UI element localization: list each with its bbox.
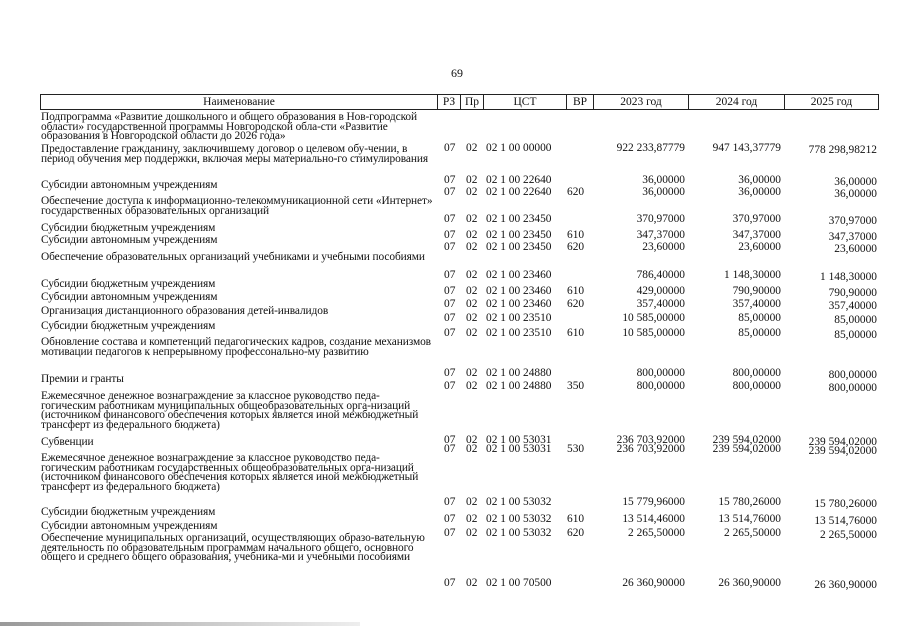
cell-y2023: 10 585,00000 [622,327,685,339]
row-name: Субсидии бюджетным учреждениям [41,222,216,234]
cell-y2025: 85,00000 [834,329,877,341]
cell-y2024: 2 265,50000 [724,527,781,539]
cell-pr: 02 [466,513,478,525]
cell-rz: 07 [444,312,456,324]
cell-y2024: 357,40000 [732,298,781,310]
cell-y2024: 26 360,90000 [718,577,781,589]
cell-y2024: 15 780,26000 [718,496,781,508]
cell-vr: 610 [567,327,585,339]
cell-y2025: 778 298,98212 [808,144,877,156]
cell-cst: 02 1 00 00000 [486,142,552,154]
row-name: Премии и гранты [41,373,124,385]
cell-y2025: 1 148,30000 [820,271,877,283]
cell-y2023: 922 233,87779 [616,142,685,154]
cell-cst: 02 1 00 53032 [486,527,552,539]
cell-pr: 02 [466,496,478,508]
cell-pr: 02 [466,142,478,154]
cell-y2024: 239 594,02000 [712,443,781,455]
cell-y2024: 85,00000 [738,327,781,339]
cell-y2023: 236 703,92000 [616,434,685,446]
cell-y2023: 10 585,00000 [622,312,685,324]
cell-y2025: 347,37000 [828,231,877,243]
cell-cst: 02 1 00 53032 [486,496,552,508]
cell-pr: 02 [466,367,478,379]
row-name: Субсидии автономным учреждениям [41,234,218,246]
row-name: Субсидии бюджетным учреждениям [41,320,216,332]
row-name: Субсидии автономным учреждениям [41,291,218,303]
row-name: Обеспечение доступа к информационно-телекоммуникационной сети «Интернет» государственных образовательных организаций [41,195,433,217]
cell-pr: 02 [466,527,478,539]
cell-vr: 530 [567,443,585,455]
cell-cst: 02 1 00 53032 [486,513,552,525]
cell-rz: 07 [444,513,456,525]
cell-y2023: 357,40000 [636,298,685,310]
cell-cst: 02 1 00 53031 [486,443,552,455]
cell-rz: 07 [444,577,456,589]
cell-cst: 02 1 00 23510 [486,327,552,339]
cell-pr: 02 [466,186,478,198]
cell-rz: 07 [444,241,456,253]
cell-y2025: 2 265,50000 [820,529,877,541]
cell-rz: 07 [444,142,456,154]
cell-y2023: 429,00000 [636,285,685,297]
cell-rz: 07 [444,285,456,297]
header-2025: 2025 год [784,94,879,110]
cell-pr: 02 [466,443,478,455]
cell-y2023: 13 514,46000 [622,513,685,525]
cell-cst: 02 1 00 24880 [486,367,552,379]
cell-y2025: 357,40000 [828,300,877,312]
cell-y2024: 947 143,37779 [712,142,781,154]
header-cst: ЦСТ [483,94,567,110]
cell-rz: 07 [444,213,456,225]
cell-cst: 02 1 00 23450 [486,229,552,241]
cell-pr: 02 [466,285,478,297]
cell-y2025: 13 514,76000 [814,515,877,527]
cell-y2023: 236 703,92000 [616,443,685,455]
cell-vr: 620 [567,186,585,198]
cell-y2025: 239 594,02000 [808,436,877,448]
cell-vr: 620 [567,527,585,539]
cell-vr: 350 [567,380,585,392]
row-name: Организация дистанционного образования детей-инвалидов [41,305,329,317]
cell-cst: 02 1 00 23450 [486,241,552,253]
cell-pr: 02 [466,312,478,324]
cell-y2024: 23,60000 [738,241,781,253]
row-name: Предоставление гражданину, заключившему договор о целевом обу-чении, в период обучения мер поддержки, включая меры материально-го стимулирования [41,143,428,165]
cell-pr: 02 [466,174,478,186]
cell-rz: 07 [444,174,456,186]
cell-y2025: 23,60000 [834,243,877,255]
cell-pr: 02 [466,380,478,392]
row-name: Субсидии автономным учреждениям [41,520,218,532]
cell-pr: 02 [466,229,478,241]
cell-y2025: 370,97000 [828,215,877,227]
header-rz: РЗ [437,94,461,110]
header-name: Наименование [40,94,438,110]
cell-cst: 02 1 00 23460 [486,298,552,310]
cell-vr: 610 [567,285,585,297]
cell-y2025: 36,00000 [834,176,877,188]
cell-rz: 07 [444,434,456,446]
cell-rz: 07 [444,443,456,455]
row-name: Субсидии бюджетным учреждениям [41,278,216,290]
cell-y2023: 800,00000 [636,380,685,392]
header-2023: 2023 год [593,94,689,110]
cell-y2023: 23,60000 [642,241,685,253]
row-name: Субсидии бюджетным учреждениям [41,506,216,518]
cell-y2023: 370,97000 [636,213,685,225]
cell-y2025: 26 360,90000 [814,579,877,591]
cell-y2023: 26 360,90000 [622,577,685,589]
cell-pr: 02 [466,577,478,589]
cell-y2024: 36,00000 [738,174,781,186]
cell-rz: 07 [444,186,456,198]
cell-y2023: 15 779,96000 [622,496,685,508]
cell-y2023: 800,00000 [636,367,685,379]
scan-edge [0,622,360,626]
cell-y2025: 790,90000 [828,287,877,299]
header-pr: Пр [460,94,484,110]
cell-y2024: 36,00000 [738,186,781,198]
page-number: 69 [451,66,463,80]
cell-y2025: 15 780,26000 [814,498,877,510]
cell-y2025: 36,00000 [834,188,877,200]
row-name: Обновление состава и компетенций педагогических кадров, создание механизмов мотивации педагогов к непрерывному профессонально-му развитию [41,336,431,358]
cell-rz: 07 [444,496,456,508]
cell-y2023: 786,40000 [636,269,685,281]
cell-cst: 02 1 00 23450 [486,213,552,225]
cell-y2025: 85,00000 [834,314,877,326]
cell-rz: 07 [444,298,456,310]
cell-cst: 02 1 00 23460 [486,285,552,297]
header-vr: ВР [566,94,594,110]
cell-pr: 02 [466,298,478,310]
cell-rz: 07 [444,327,456,339]
cell-y2024: 800,00000 [732,380,781,392]
cell-rz: 07 [444,367,456,379]
cell-pr: 02 [466,213,478,225]
cell-pr: 02 [466,241,478,253]
cell-y2023: 2 265,50000 [628,527,685,539]
cell-cst: 02 1 00 70500 [486,577,552,589]
cell-cst: 02 1 00 53031 [486,434,552,446]
cell-cst: 02 1 00 23460 [486,269,552,281]
row-name: Подпрограмма «Развитие дошкольного и общего образования в Нов-городской области» государственной программы Новгородской обла-сти «Развитие образования в Новгородской области до 2026 года» [41,111,418,143]
cell-y2023: 347,37000 [636,229,685,241]
cell-pr: 02 [466,269,478,281]
header-2024: 2024 год [688,94,785,110]
cell-y2024: 800,00000 [732,367,781,379]
cell-rz: 07 [444,229,456,241]
cell-rz: 07 [444,380,456,392]
cell-y2024: 85,00000 [738,312,781,324]
cell-cst: 02 1 00 22640 [486,174,552,186]
cell-y2025: 800,00000 [828,382,877,394]
cell-vr: 610 [567,513,585,525]
cell-y2024: 1 148,30000 [724,269,781,281]
cell-y2024: 790,90000 [732,285,781,297]
row-name: Субсидии автономным учреждениям [41,179,218,191]
cell-rz: 07 [444,527,456,539]
cell-cst: 02 1 00 23510 [486,312,552,324]
cell-vr: 620 [567,241,585,253]
cell-y2024: 347,37000 [732,229,781,241]
cell-y2024: 239 594,02000 [712,434,781,446]
cell-rz: 07 [444,269,456,281]
cell-y2024: 370,97000 [732,213,781,225]
cell-y2024: 13 514,76000 [718,513,781,525]
cell-vr: 610 [567,229,585,241]
cell-cst: 02 1 00 24880 [486,380,552,392]
row-name: Обеспечение образовательных организаций учебниками и учебными пособиями [41,251,425,263]
cell-pr: 02 [466,434,478,446]
cell-cst: 02 1 00 22640 [486,186,552,198]
row-name: Ежемесячное денежное вознаграждение за классное руководство педа-гогическим работникам муниципальных общеобразовательных орга-низаций (источником финансового обеспечения которых является иной межбюджетный трансферт из федерального бюджета) [41,390,419,431]
cell-y2025: 239 594,02000 [808,445,877,457]
cell-y2023: 36,00000 [642,174,685,186]
cell-vr: 620 [567,298,585,310]
row-name: Обеспечение муниципальных организаций, осуществляющих образо-вательную деятельность по образовательным программам начального общего, основного общего и среднего общего образования, учебника-ми и учебными пособиями [41,532,425,564]
row-name: Ежемесячное денежное вознаграждение за классное руководство педа-гогическим работникам государственных общеобразовательных орга-низаций (источником финансового обеспечения которых является иной межбюджетный трансферт из федерального бюджета) [41,452,419,493]
cell-y2025: 800,00000 [828,369,877,381]
cell-pr: 02 [466,327,478,339]
row-name: Субвенции [41,436,94,448]
cell-y2023: 36,00000 [642,186,685,198]
